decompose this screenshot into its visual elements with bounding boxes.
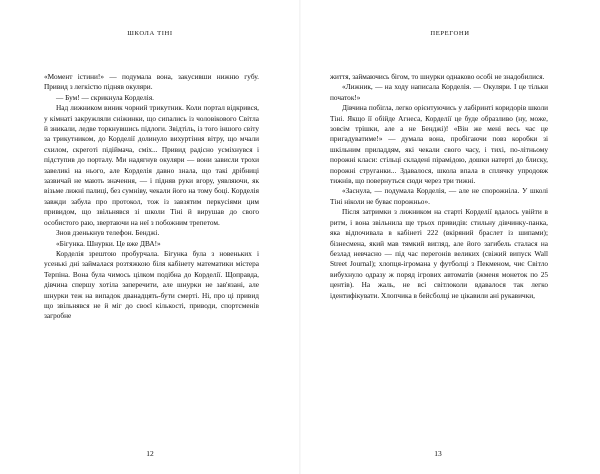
- paragraph: життя, займаючись бігом, то шнурки однаково особі не знадобилися.: [330, 72, 545, 81]
- paragraph: Знов дзенькнув телефон. Бенджі.: [56, 228, 160, 238]
- running-header-right: ПЕРЕГОНИ: [430, 30, 470, 37]
- paragraph: «Бігунка. Шнурки. Це вже ДВА!»: [56, 238, 161, 248]
- left-page-text: [44, 72, 259, 322]
- paragraph: «Заснула, — подумала Корделія, — але не спорожніла. У школі Тіні ніколи не буває порожньо».: [330, 186, 548, 206]
- paragraph: «Момент істини!» — подумала вона, закусивши нижню губу. Привид з легкістю підняв окуляри.: [44, 72, 259, 92]
- paragraph: — Бум! — скрикнула Корделія.: [56, 92, 154, 102]
- page-number-left: 12: [146, 449, 154, 458]
- right-page-text: [330, 72, 548, 301]
- paragraph: Дівчина побігла, легко орієнтуючись у лабіринті коридорів школи Тіні. Якщо її обійде Агнеса, Корделії це буде образливо (ну, може, зовсім трішки, але а не Бенджі)! «Він же мені весь час це пригадуватиме!» — думала вона, пробігаючи повз коробки зі шкільним приладдям, які чекали свого часу, і тихі, по-літньому порожні класи: стільці складені пірамідою, дошки натерті до блиску, порожні струганки... Здавалося, школа впала в сплячку упродовж тижнів, що повернуться сюди через три тижні.: [330, 103, 548, 186]
- right-page: [300, 0, 600, 474]
- paragraph: Після затримки з лижником на старті Корделії вдалось увійти в ритм, і вона звільнила ще трьох привидів: стильну дівчинку-панка, яка відпочивала в кабінеті 222 (вкіряний браслет із шипами); бізнесмена, який мав тямкий вигляд, але його загибель сталася на безлад невчасно — під час перегонів великих (свіжий випуск Wall Street Journal); хлопця-ігромана у футболці з Пекменом, чиє Світло вибухнуло одразу ж поряд ігрових автоматів (жменя монеток по 25 центів). На жаль, не всі світлоколи вдавалося так легко ідентифікувати. Хлопчика в бейсболці не цікавили ані рукавички,: [330, 207, 548, 300]
- running-header-left: ШКОЛА ТІНІ: [127, 30, 173, 37]
- paragraph: Над лижником виник чорний трикутник. Коли портал відкрився, у кімнаті закружляли сніжинки, що сипались із чоловікового Світла й зникали, ледве торкнувшись підлоги. Звідтіль, із того іншого світу за трикутником, до Корделії долинуло вихуртіння вітру, що мчали схилом, скреготі підіймача, сміх... Привид радісно усміхнувся і підступив до порталу. Ми надягнув окуляри — вони зависли трохи завеликі на нього, але Корделія давно знала, що такі дрібниці зазвичай не мають значення, — і підняв руки вгору, уявляючи, як візьме лижні палиці, без сумніву, чекали його на тому боці. Корделія завжди забула про протокол, тож із завзятим перкусіями цим привидом, що звільнявся зі школи Тіні й вирушав до свого особистого раю, звертаючи на неї з побожним трепетом.: [44, 103, 259, 227]
- page-number-right: 13: [434, 449, 442, 458]
- paragraph: «Лижник, — на ходу написала Корделія. — Окуляри. І це тільки початок!»: [330, 82, 548, 102]
- paragraph: Корделія зрештою пробурчала. Бігунка була з новеньких і усенькі дні займалася розтяжкою біля кабінету математики містера Терпіна. Вона була чимось цілком подібна до Корделії. Щоправда, дівчина спершу хотіла заперечити, але шнурки не зав'язані, але шнурки теж на випадок дванадцять-бути смерті. Ні, про ці привид що звільнявся не й міг до своєї кількості, приводи, спортсменів загробне: [44, 248, 259, 321]
